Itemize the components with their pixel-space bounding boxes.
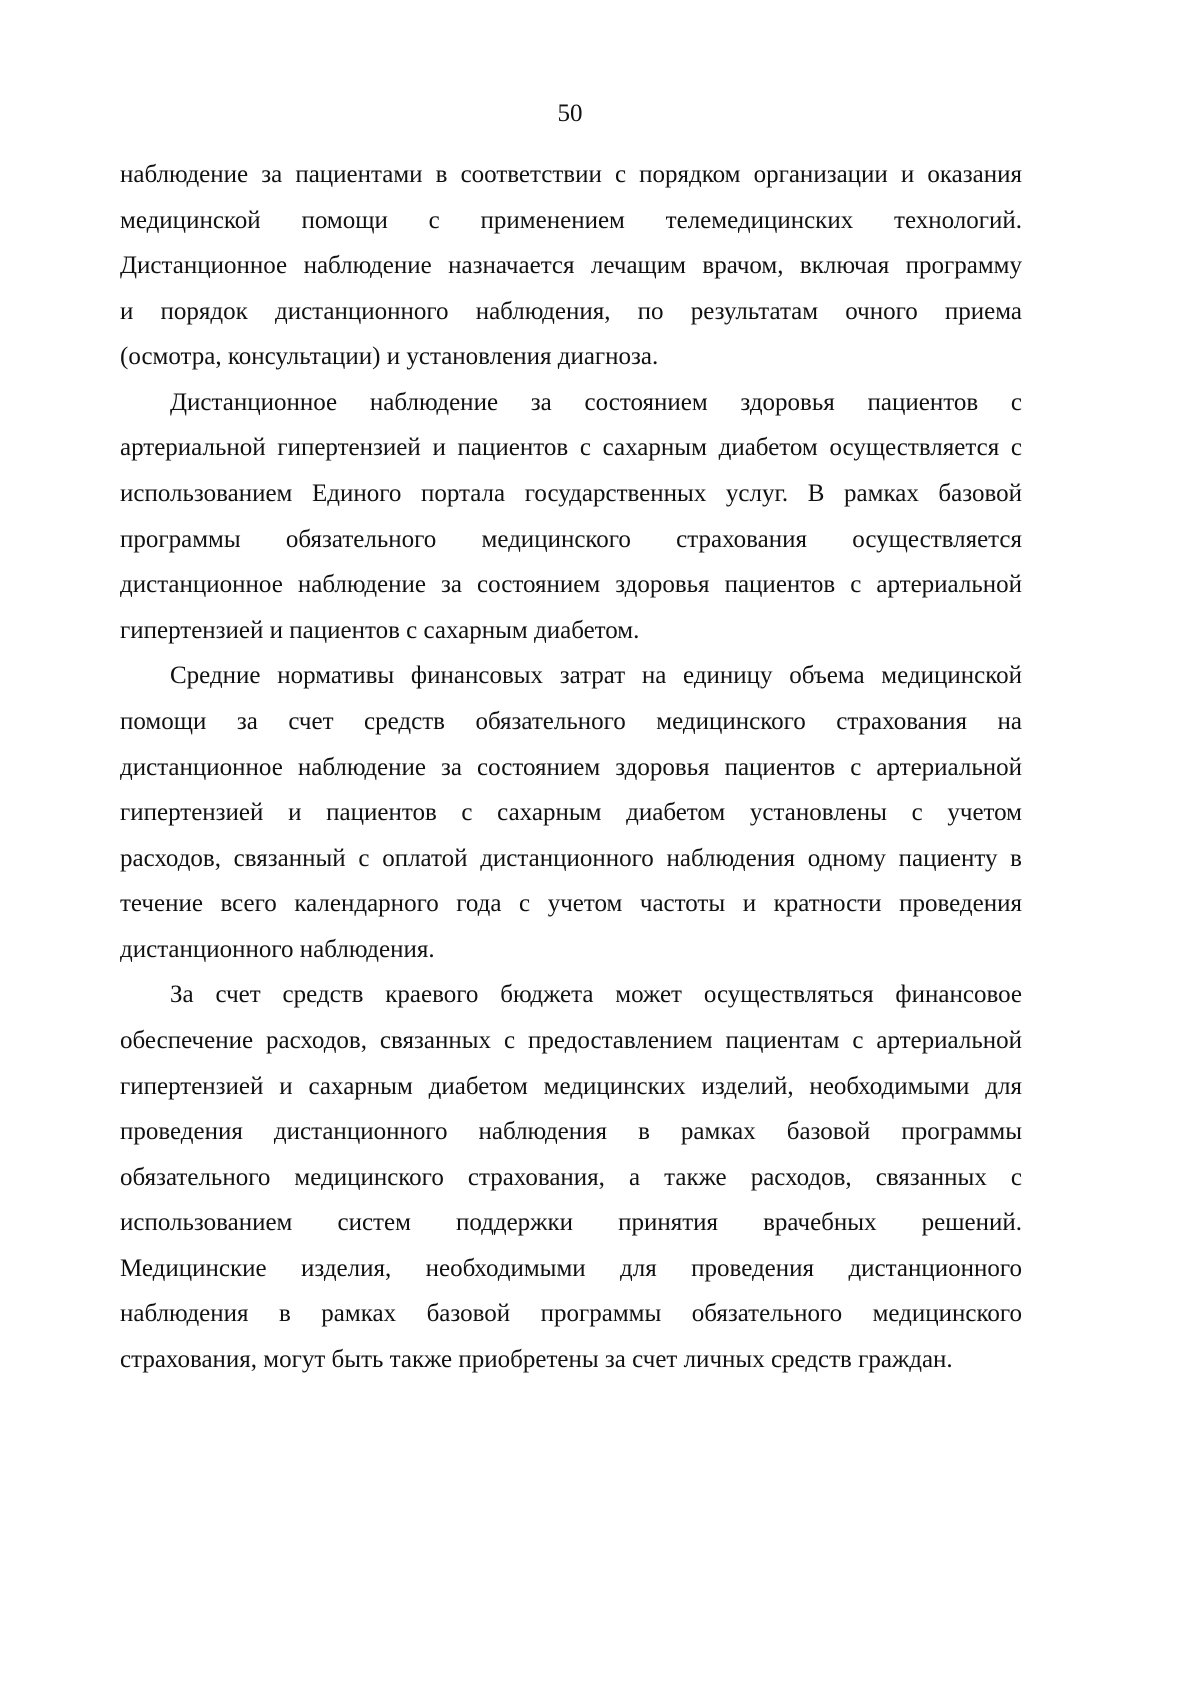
text-line: гипертензией и сахарным диабетом медицинских изделий, необходимыми для: [120, 1072, 1022, 1100]
text-line: (осмотра, консультации) и установления диагноза.: [120, 343, 659, 371]
text-line: проведения дистанционного наблюдения в рамках базовой программы: [120, 1118, 1022, 1146]
text-line: Дистанционное наблюдение за состоянием здоровья пациентов с: [170, 388, 1022, 416]
paragraph: [120, 972, 1022, 1382]
text-line: дистанционное наблюдение за состоянием здоровья пациентов с артериальной: [120, 571, 1022, 599]
text-line: артериальной гипертензией и пациентов с сахарным диабетом осуществляется с: [120, 434, 1022, 462]
paragraph: [120, 380, 1022, 653]
text-line: дистанционного наблюдения.: [120, 935, 435, 963]
text-line: использованием систем поддержки принятия врачебных решений.: [120, 1209, 1022, 1237]
text-line: наблюдение за пациентами в соответствии с порядком организации и оказания: [120, 161, 1022, 188]
paragraph: [120, 152, 1022, 380]
text-line: и порядок дистанционного наблюдения, по результатам очного приема: [120, 297, 1022, 325]
text-line: обеспечение расходов, связанных с предоставлением пациентам с артериальной: [120, 1026, 1022, 1054]
document-body: [120, 152, 1022, 1383]
text-line: За счет средств краевого бюджета может осуществляться финансовое: [170, 981, 1022, 1009]
text-line: дистанционное наблюдение за состоянием здоровья пациентов с артериальной: [120, 753, 1022, 781]
text-line: медицинской помощи с применением телемедицинских технологий.: [120, 206, 1022, 234]
text-line: Медицинские изделия, необходимыми для проведения дистанционного: [120, 1254, 1022, 1282]
text-line: использованием Единого портала государственных услуг. В рамках базовой: [120, 480, 1022, 508]
text-line: наблюдения в рамках базовой программы обязательного медицинского: [120, 1300, 1022, 1328]
page-number: 50: [557, 100, 583, 127]
text-line: гипертензией и пациентов с сахарным диабетом установлены с учетом: [120, 799, 1022, 827]
text-line: Средние нормативы финансовых затрат на единицу объема медицинской: [170, 662, 1022, 690]
text-line: расходов, связанный с оплатой дистанционного наблюдения одному пациенту в: [120, 844, 1022, 872]
text-line: программы обязательного медицинского страхования осуществляется: [120, 525, 1022, 553]
text-line: гипертензией и пациентов с сахарным диабетом.: [120, 616, 640, 644]
text-line: обязательного медицинского страхования, а также расходов, связанных с: [120, 1163, 1022, 1191]
text-line: течение всего календарного года с учетом частоты и кратности проведения: [120, 890, 1022, 918]
text-line: помощи за счет средств обязательного медицинского страхования на: [120, 707, 1022, 735]
text-line: Дистанционное наблюдение назначается лечащим врачом, включая программу: [120, 252, 1022, 280]
text-line: страхования, могут быть также приобретены за счет личных средств граждан.: [120, 1346, 953, 1374]
paragraph: [120, 653, 1022, 972]
